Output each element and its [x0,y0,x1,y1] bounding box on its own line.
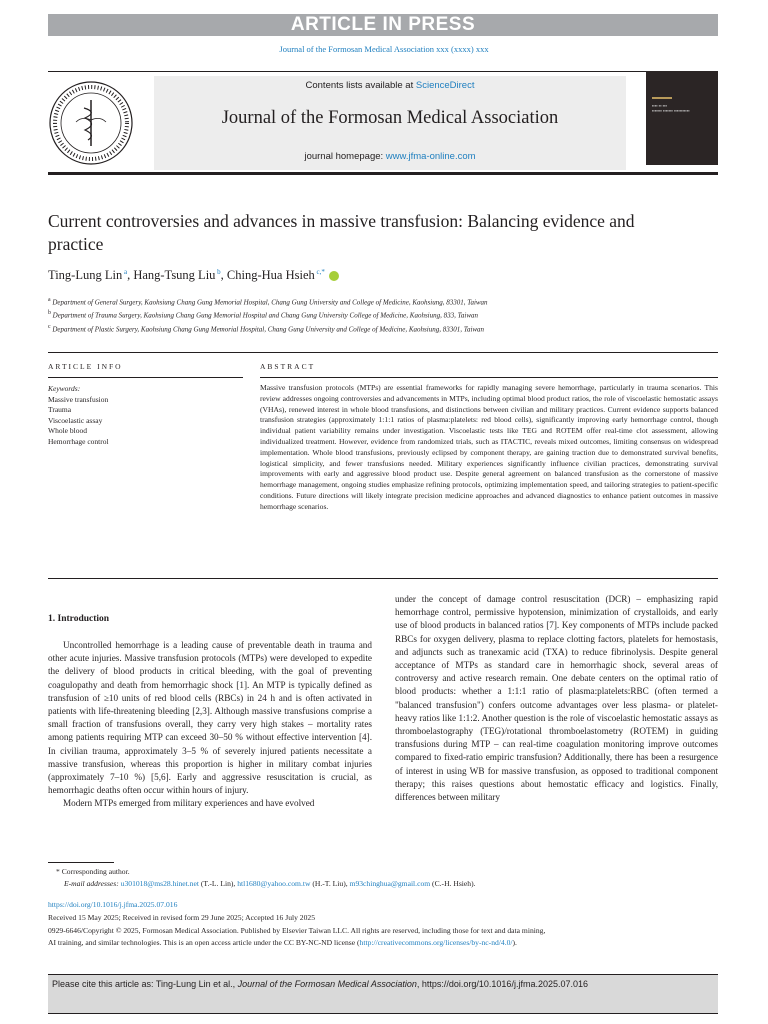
author-name[interactable]: Hang-Tsung Liu [133,268,216,283]
citation-box: Please cite this article as: Ting-Lung Lin et al., Journal of the Formosan Medical Association, https://doi.org/10.1016/j.jfma.2025.07.016 [48,974,718,1014]
homepage-link[interactable]: www.jfma-online.com [385,151,476,162]
email-link[interactable]: m93chinghua@gmail.com [349,879,431,888]
author-affil-sup[interactable]: a [123,268,128,276]
license-link[interactable]: http://creativecommons.org/licenses/by-nc-nd/4.0/ [359,938,513,947]
author-affil-sup[interactable]: c,* [316,268,325,276]
article-title: Current controversies and advances in massive transfusion: Balancing evidence and practice [48,211,635,254]
keyword: Whole blood [48,426,87,435]
article-info-heading: ARTICLE INFO [48,362,123,371]
orcid-icon[interactable] [329,271,339,281]
affiliation: $^c$ Department of Plastic Surgery, Kaohsiung Chang Gung Memorial Hospital, Chang Gung University and College of Medicine, Kaohsiung, 83301, Taiwan [48,323,485,333]
body-column-left [48,639,372,811]
email-addresses: E-mail addresses: u301018@ms28.hinet.net (T.-L. Lin), htl1680@yahoo.com.tw (H.-T. Liu), m93chinghua@gmail.com (C.-H. Hsieh). [64,879,476,888]
email-link[interactable]: u301018@ms28.hinet.net [120,879,199,888]
affiliation: $^a$ Department of General Surgery, Kaohsiung Chang Gung Memorial Hospital, Chang Gung University and College of Medicine, Kaohsiung, 83301, Taiwan [48,297,488,307]
affiliation: $^b$ Department of Trauma Surgery, Kaohsiung Chang Gung Memorial Hospital and Chang Gung University College of Medicine, Kaohsiung, 833, Taiwan [48,310,478,320]
email-link[interactable]: htl1680@yahoo.com.tw [237,879,311,888]
header-rule-bottom [48,172,718,175]
author-name[interactable]: Ching-Hua Hsieh [226,268,315,283]
section-heading: 1. Introduction [48,614,110,624]
copyright-line: 0929-6646/Copyright © 2025, Formosan Medical Association. Published by Elsevier Taiwan LLC. All rights are reserved, including those for text and data mining, [48,926,546,935]
divider [48,377,243,378]
paragraph: under the concept of damage control resuscitation (DCR) – emphasizing rapid hemorrhage control, permissive hypotension, minimization of crystalloids, and early use of blood products in balanced ratios [7]. Key components of MTPs include packed RBCs for oxygen delivery, plasma to replace clotting factors, platelets for hemostasis, and adjuncts such as tranexamic acid (TXA) to reduce fibrinolysis. Despite general acceptance of MTPs as standard care in hemorrhagic shock, several areas of controversy and active research remain. One debate centers on the optimal ratio of blood products: whether a 1:1:1 ratio of plasma:platelets:RBC (often termed a "balanced transfusion") confers outcome advantages over less plasma- or platelet-heavy ratios like 1:1:2. Another question is the role of viscoelastic hemostatic assays as thromboelastography (TEG)/rotational thromboelastometry (ROTEM) in guiding transfusions during MTP – can real-time coagulation monitoring improve outcomes compared to fixed-ratio empiric transfusion? Additionally, there has been a resurgence of interest in using WB for massive transfusion, as opposed to traditional component therapy; this raises questions about hemostatic efficacy and logistics. Finally, differences between military [395,594,718,803]
keyword: Hemorrhage control [48,436,109,446]
cover-accent [652,97,672,99]
keyword: Massive transfusion [48,394,109,404]
divider [48,578,718,579]
sciencedirect-link[interactable]: ScienceDirect [415,80,475,91]
journal-reference[interactable]: Journal of the Formosan Medical Association xxx (xxxx) xxx [279,44,489,54]
article-in-press-banner: ARTICLE IN PRESS [48,14,718,36]
divider [48,352,718,353]
received-dates: Received 15 May 2025; Received in revised form 29 June 2025; Accepted 16 July 2025 [48,913,315,922]
society-seal-logo [48,80,134,166]
header-rule-top [48,71,718,72]
journal-header [154,76,626,170]
author-name[interactable]: Ting-Lung Lin [48,268,123,283]
author-affil-sup[interactable]: b [217,268,221,276]
abstract-text: Massive transfusion protocols (MTPs) are essential frameworks for rapidly managing severe hemorrhage, particularly in trauma scenarios. This review addresses ongoing controversies and advancements in MTPs, including optimal blood product ratios, the role of viscoelastic hemostatic assays (VHAs), renewed interest in whole blood transfusions, and distinctions between civilian and military practices. Current evidence supports balanced transfusion strategies (approximately 1:1:1 ratios of plasma:platelets: red blood cells), significantly improving early hemorrhage control, though individual patient variability remains under investigation. Viscoelastic tests like TEG and ROTEM offer real-time clot assessment, allowing individualized treatment. However, evidence from randomized trials, such as ITACTIC, reveals mixed outcomes, limiting consensus on widespread implementation. Whole blood transfusions, previously eclipsed by component therapy, are gaining traction due to demonstrated survival benefits, logistical simplicity, and fewer transfusions needed. Military experiences significantly influence civilian practices, demonstrating survival improvements with early and aggressive blood product use. Despite general agreement on balanced transfusion as the cornerstone of massive hemorrhage management, ongoing studies emphasize refining protocols, optimizing implementation speed, and tailoring strategies to patient-specific conditions. Future directions will likely integrate precision medicine approaches and advanced diagnostics to enhance patient outcomes in massive hemorrhage scenarios. [260,383,718,511]
abstract-heading: ABSTRACT [260,362,316,371]
cover-title-art: ▪▪▪▪ ▪▪ ▪▪▪ ▪▪▪▪▪▪▪ ▪▪▪▪▪▪▪ ▪▪▪▪▪▪▪▪▪▪▪ [652,103,690,113]
journal-title: Journal of the Formosan Medical Association [221,108,559,128]
keywords-list: Keywords: Massive transfusion Trauma Viscoelastic assay Whole blood Hemorrhage control [48,384,109,446]
keyword: Trauma [48,405,72,414]
doi-link[interactable]: https://doi.org/10.1016/j.jfma.2025.07.016 [48,900,178,909]
body-column-right [395,593,718,804]
divider [260,377,718,378]
paragraph: Modern MTPs emerged from military experiences and have evolved [63,798,315,809]
journal-cover-image [646,71,718,165]
author-list: Ting-Lung Lin $^a$, Hang-Tsung Liu $^b$, Ching-Hua Hsieh $^{c,*}$ [48,268,339,283]
license-line: AI training, and similar technologies. This is an open access article under the CC BY-NC-ND license (http://creativecommons.org/licenses/by-nc-nd/4.0/). [48,938,517,947]
journal-homepage: journal homepage: www.jfma-online.com [304,151,476,162]
footnote-rule [48,862,114,863]
contents-available: Contents lists available at ScienceDirect [305,80,475,91]
affiliations [48,295,488,335]
corresponding-author-note: * Corresponding author. [56,867,130,876]
keyword: Viscoelastic assay [48,415,103,425]
paragraph: Uncontrolled hemorrhage is a leading cause of preventable death in trauma and other acute injuries. Massive transfusion protocols (MTPs) were developed to expedite the delivery of blood products in critical bleeding, with the goal of preventing coagulopathy and death from hemorrhagic shock [1]. An MTP is typically defined as transfusion of ≥10 units of red blood cells (RBCs) in 24 h and is often activated in patients with life-threatening bleeding [2,3]. Although massive transfusions comprise a small fraction of transfusions overall, they carry very high stakes – mortality rates among patients requiring MTP can exceed 30–50 % without effective intervention [4]. In civilian trauma, approximately 3–5 % of severely injured patients necessitate a massive transfusion, whereas this proportion is higher in military combat injuries (approximately 7–10 %) [5,6]. Early and aggressive resuscitation is crucial, as hemorrhagic deaths often occur within hours of injury. [48,640,372,796]
